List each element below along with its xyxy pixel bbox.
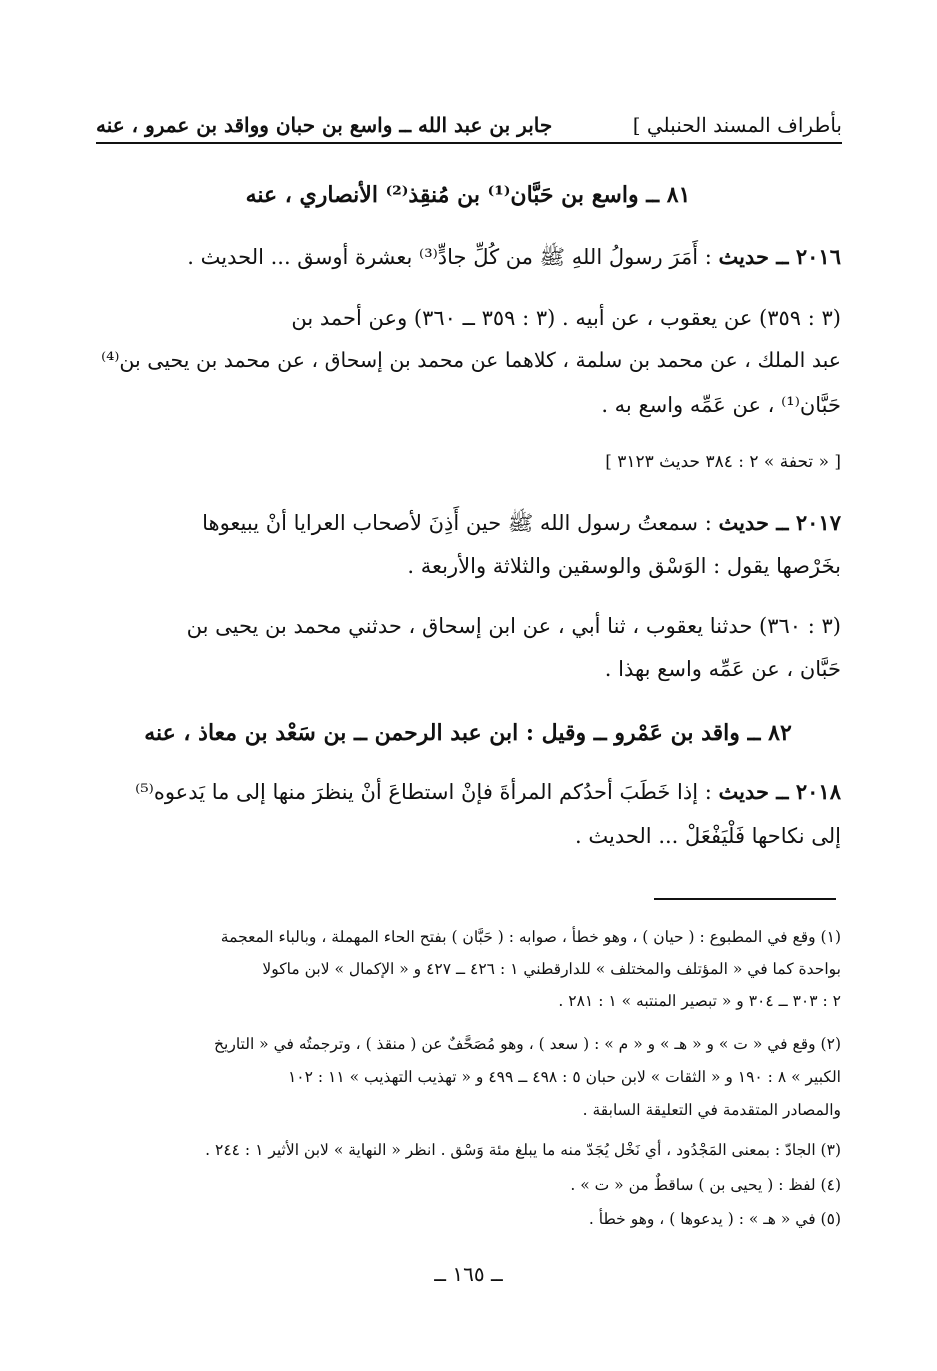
- header-chapter-title: جابر بن عبد الله ــ واسع بن حبان وواقد بن عمرو ، عنه: [96, 113, 553, 137]
- isnad-line: حَبَّان⁽¹⁾ ، عن عَمِّه واسع به .: [601, 393, 841, 417]
- hadith-text: : أَمَرَ رسولُ اللهِ ﷺ من كُلِّ جادٍّ⁽³⁾ بعشرة أوسق ... الحديث .: [187, 245, 712, 269]
- hadith-number: ٢٠١٦ ــ حديث: [718, 244, 841, 269]
- footnote-separator: [654, 898, 836, 900]
- hadith-2016-line-1: [95, 244, 841, 275]
- hadith-number: ٢٠١٧ ــ حديث: [718, 510, 841, 535]
- hadith-2018-line-1: [95, 779, 841, 804]
- footnote-line: والمصادر المتقدمة في التعليقة السابقة .: [582, 1101, 841, 1119]
- footnote-line: (١) وقع في المطبوع : ( حيان ) ، وهو خطأ ، صوابه : ( حَبَّان ) بفتح الحاء المهملة ، وبالباء المعجمة: [220, 928, 841, 946]
- isnad-line: حَبَّان ، عن عَمِّه واسع بهذا .: [604, 657, 841, 681]
- footnote-line: (٤) لفظ : ( يحيى بن ) ساقطٌ من « ت » .: [570, 1176, 841, 1194]
- footnote-line: ٢ : ٣٠٣ ــ ٣٠٤ و « تبصير المنتبه » ١ : ٢٨١ .: [558, 992, 841, 1010]
- page-number: ــ ١٦٥ ــ: [434, 1262, 503, 1286]
- isnad-line: (٣ : ٣٥٩) عن يعقوب ، عن أبيه . (٣ : ٣٥٩ ــ ٣٦٠) وعن أحمد بن: [291, 306, 841, 330]
- tuhfa-reference: [ « تحفة » ٢ : ٣٨٤ حديث ٣١٢٣ ]: [605, 452, 841, 472]
- hadith-text-line: بخَرْصها يقول : الوَسْق والوسقين والثلاثة والأربعة .: [407, 554, 841, 578]
- section-title-82: ٨٢ ــ واقد بن عَمْرو ــ وقيل : ابن عبد الرحمن ــ بن سَعْد بن معاذ ، عنه: [144, 720, 792, 746]
- hadith-2017-line-1: [95, 510, 841, 541]
- section-title-81: ٨١ ــ واسع بن حَبَّان⁽¹⁾ بن مُنقِذ⁽²⁾ الأنصاري ، عنه: [245, 182, 691, 208]
- isnad-line: (٣ : ٣٦٠) حدثنا يعقوب ، ثنا أبي ، عن ابن إسحاق ، حدثني محمد بن يحيى بن: [186, 614, 841, 638]
- footnote-line: (٥) في « هـ » : ( يدعوها ) ، وهو خطأ .: [588, 1210, 841, 1228]
- footnote-line: بواحدة كما في « المؤتلف والمختلف » للدارقطني ١ : ٤٢٦ ــ ٤٢٧ و « الإكمال » لابن ماكولا: [262, 960, 841, 978]
- hadith-number: ٢٠١٨ ــ حديث: [718, 779, 841, 804]
- hadith-text: : سمعتُ رسول الله ﷺ حين أَذِنَ لأصحاب العرايا أنْ يبيعوها: [202, 511, 712, 535]
- hadith-text-line: إلى نكاحها فَلْيَفْعَلْ ... الحديث .: [575, 824, 841, 848]
- footnote-line: (٣) الجادّ : بمعنى المَجْدُود ، أي نَخْل يُجَدّ منه ما يبلغ مئة وَسْق . انظر « النهاية » لابن الأثير ١ : ٢٤٤ .: [205, 1141, 841, 1159]
- footnote-line: الكبير » ٨ : ١٩٠ و « الثقات » لابن حبان ٥ : ٤٩٨ ــ ٤٩٩ و « تهذيب التهذيب » ١١ : ١٠٢: [287, 1068, 841, 1086]
- footnote-line: (٢) وقع في « ت » و « هـ » و « م » : ( سعد ) ، وهو مُصَحَّفٌ عن ( منقذ ) ، وترجمتُه في « التاريخ: [214, 1035, 841, 1053]
- hadith-text: : إذا خَطَبَ أحدُكم المرأةَ فإنْ استطاعَ أنْ ينظرَ منها إلى ما يَدعوه⁽⁵⁾: [135, 780, 712, 804]
- header-book-title: بأطراف المسند الحنبلي ]: [632, 113, 842, 137]
- running-header: [96, 108, 842, 144]
- isnad-line: عبد الملك ، عن محمد بن سلمة ، كلاهما عن محمد بن إسحاق ، عن محمد بن يحيى بن⁽⁴⁾: [101, 348, 841, 372]
